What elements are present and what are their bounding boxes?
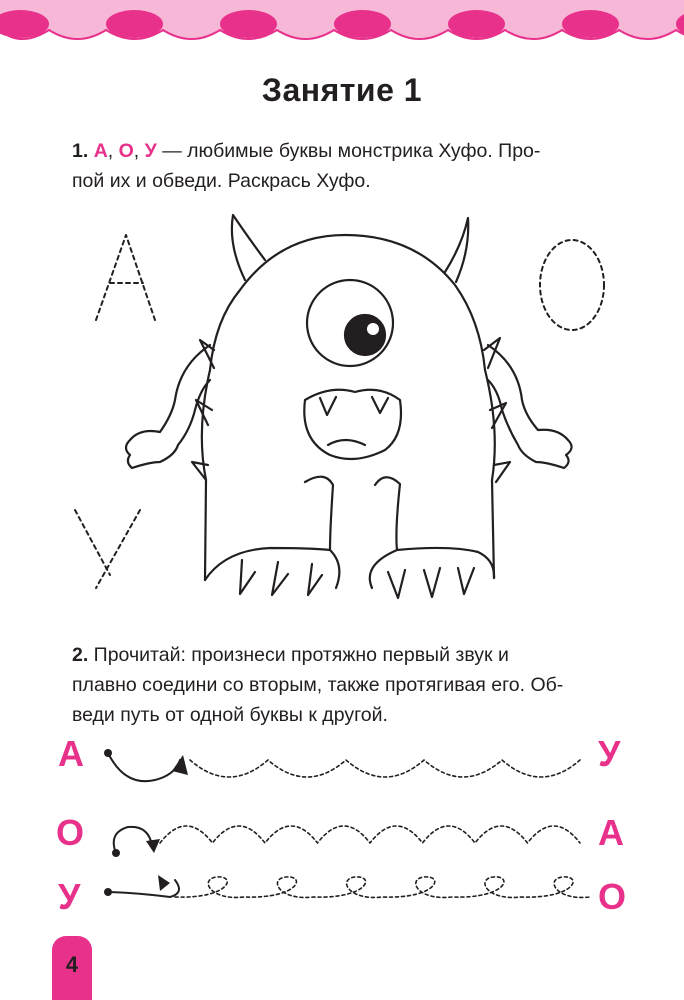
row2-path[interactable] (112, 826, 580, 857)
monster-body (202, 235, 495, 580)
right-horn (445, 218, 468, 282)
left-horn (232, 215, 265, 280)
task1-sep1: , (107, 140, 119, 162)
row3-left-letter: У (58, 876, 81, 917)
monster-hufo-illustration (0, 200, 684, 630)
task1-line2: пой их и обведи. Раскрась Хуфо. (72, 170, 371, 192)
row1-path[interactable] (104, 749, 580, 781)
row2-right-letter: А (598, 812, 624, 853)
task1-text-line: — любимые буквы монстрика Хуфо. Про- (156, 140, 541, 162)
task1-line1 (72, 136, 642, 166)
row2-left-letter: О (56, 812, 85, 853)
task1-letter-a: А (93, 140, 108, 162)
scalloped-top-border (0, 0, 684, 42)
left-arm (126, 345, 210, 468)
trace-letter-o[interactable] (540, 240, 604, 330)
lesson-title: Занятие 1 (261, 72, 423, 108)
eye-highlight (367, 323, 379, 335)
page-number-tab (52, 936, 92, 1000)
task1-letter-u: У (144, 140, 157, 162)
row1-right-letter: У (598, 733, 621, 774)
trace-letter-u[interactable] (75, 510, 140, 588)
task1-number: 1. (72, 140, 89, 162)
trace-letter-a[interactable] (96, 235, 155, 320)
task2-line1 (72, 640, 642, 670)
claws (240, 560, 474, 598)
task2-number: 2. (72, 644, 89, 666)
row3-path[interactable] (104, 875, 590, 897)
right-foot (370, 548, 494, 588)
eye-pupil (345, 315, 385, 355)
task2-line3: веди путь от одной буквы к другой. (72, 704, 388, 726)
row1-left-letter: А (58, 733, 84, 774)
task2-text (72, 640, 642, 730)
tracing-paths (0, 725, 684, 930)
task1-text (72, 136, 642, 196)
left-foot (205, 548, 339, 588)
task2-line1-text: Прочитай: произнеси протяжно первый звук и (88, 644, 509, 666)
task1-letter-o: О (118, 140, 134, 162)
legs (305, 477, 400, 550)
row3-right-letter: О (598, 876, 627, 917)
right-arm (488, 345, 572, 468)
task2-line2: плавно соедини со вторым, также протягивая его. Об- (72, 674, 564, 696)
task1-sep2: , (133, 140, 145, 162)
page-number: 4 (65, 952, 79, 977)
teeth (320, 397, 388, 445)
